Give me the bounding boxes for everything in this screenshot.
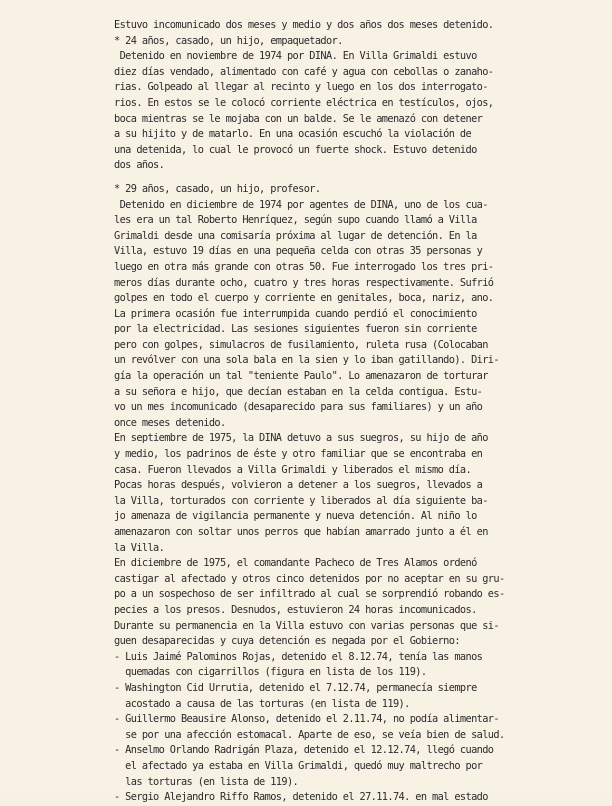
text-line: boca mientras se le mojaba con un balde. Se le amenazó con detener: [114, 112, 483, 125]
text-line: el afectado ya estaba en Villa Grimaldi, quedó muy maltrecho por: [114, 759, 483, 772]
text-line: rias. Golpeado al llegar al recinto y luego en los dos interrogato-: [114, 81, 488, 94]
text-line: dos años.: [114, 159, 165, 172]
text-line: La primera ocasión fue interrumpida cuando perdió el conocimiento: [114, 307, 477, 320]
text-line: rios. En estos se le colocó corriente eléctrica en testículos, ojos,: [114, 96, 494, 109]
text-line: - Washington Cid Urrutia, detenido el 7.12.74, permanecía siempre: [114, 681, 477, 694]
text-line: gía la operación un tal "teniente Paulo". Lo amenazaron de torturar: [114, 370, 488, 383]
text-line: pero con golpes, simulacros de fusilamiento, ruleta rusa (Colocaban: [114, 338, 488, 351]
text-line: quemadas con cigarrillos (figura en lista de los 119).: [114, 666, 427, 679]
text-line: - Luis Jaimé Palominos Rojas, detenido el 8.12.74, tenía las manos: [114, 650, 483, 663]
text-line: un revólver con una sola bala en la sien y lo iban gatillando). Diri-: [114, 354, 499, 367]
text-line: Grimaldi desde una comisaría próxima al lugar de detención. En la: [114, 229, 477, 242]
paragraph-p1: [114, 18, 534, 34]
text-line: las torturas (en lista de 119).: [114, 775, 299, 788]
text-line: meros días durante ocho, cuatro y tres horas respectivamente. Sufrió: [114, 276, 494, 289]
text-line: - Anselmo Orlando Radrigán Plaza, detenido el 12.12.74, llegó cuando: [114, 744, 494, 757]
text-line: * 29 años, casado, un hijo, profesor.: [114, 182, 321, 195]
text-line: les era un tal Roberto Henríquez, según supo cuando llamó a Villa: [114, 214, 477, 227]
text-line: Durante su permanencia en la Villa estuvo con varias personas que si-: [114, 619, 499, 632]
text-line: golpes en todo el cuerpo y corriente en genitales, boca, nariz, ano.: [114, 292, 494, 305]
text-line: a su señora e hijo, que decían estaban en la celda contigua. Estu-: [114, 385, 483, 398]
text-line: Villa, estuvo 19 días en una pequeña celda con otras 35 personas y: [114, 245, 483, 258]
document-body: [114, 18, 534, 806]
text-line: se por una afección estomacal. Aparte de eso, se veía bien de salud.: [114, 728, 505, 741]
paragraph-p3: [114, 182, 534, 806]
text-line: Detenido en noviembre de 1974 por DINA. En Villa Grimaldi estuvo: [114, 50, 477, 63]
text-line: Estuvo incomunicado dos meses y medio y dos años dos meses detenido.: [114, 19, 494, 31]
paragraph-p2: [114, 34, 534, 174]
text-line: casa. Fueron llevados a Villa Grimaldi y liberados el mismo día.: [114, 463, 472, 476]
text-line: vo un mes incomunicado (desaparecido para sus familiares) y un año: [114, 401, 483, 414]
text-line: once meses detenido.: [114, 416, 226, 429]
text-line: la Villa.: [114, 541, 165, 554]
text-line: castigar al afectado y otros cinco detenidos por no aceptar en su gru-: [114, 572, 505, 585]
text-line: pecies a los presos. Desnudos, estuvieron 24 horas incomunicados.: [114, 603, 477, 616]
text-line: * 24 años, casado, un hijo, empaquetador.: [114, 34, 343, 47]
text-line: una detenida, lo cual le provocó un fuerte shock. Estuvo detenido: [114, 143, 477, 156]
text-line: - Sergio Alejandro Riffo Ramos, detenido el 27.11.74. en mal estado: [114, 791, 488, 804]
text-line: luego en otra más grande con otras 50. Fue interrogado los tres pri-: [114, 260, 494, 273]
paragraph-gap: [114, 174, 534, 182]
text-line: guen desaparecidas y cuya detención es negada por el Gobierno:: [114, 635, 460, 648]
text-line: la Villa, torturados con corriente y liberados al día siguiente ba-: [114, 494, 488, 507]
text-line: diez días vendado, alimentado con café y agua con cebollas o zanaho-: [114, 65, 494, 78]
text-line: a su hijito y de matarlo. En una ocasión escuchó la violación de: [114, 128, 472, 141]
text-line: Detenido en diciembre de 1974 por agentes de DINA, uno de los cua-: [114, 198, 488, 211]
text-line: Pocas horas después, volvieron a detener a los suegros, llevados a: [114, 479, 483, 492]
text-line: En septiembre de 1975, la DINA detuvo a sus suegros, su hijo de año: [114, 432, 488, 445]
text-line: jo amenaza de vigilancia permanente y nueva detención. Al niño lo: [114, 510, 477, 523]
text-line: acostado a causa de las torturas (en lista de 119).: [114, 697, 410, 710]
text-line: amenazaron con soltar unos perros que habían amarrado junto a él en: [114, 526, 488, 538]
text-line: por la electricidad. Las sesiones siguientes fueron sin corriente: [114, 323, 477, 336]
text-line: En diciembre de 1975, el comandante Pacheco de Tres Alamos ordenó: [114, 557, 477, 570]
text-line: y medio, los padrinos de éste y otro familiar que se encontraba en: [114, 448, 483, 461]
text-line: po a un sospechoso de ser infiltrado al cual se sorprendió robando es-: [114, 588, 505, 601]
text-line: - Guillermo Beausire Alonso, detenido el 2.11.74, no podía alimentar-: [114, 713, 499, 726]
